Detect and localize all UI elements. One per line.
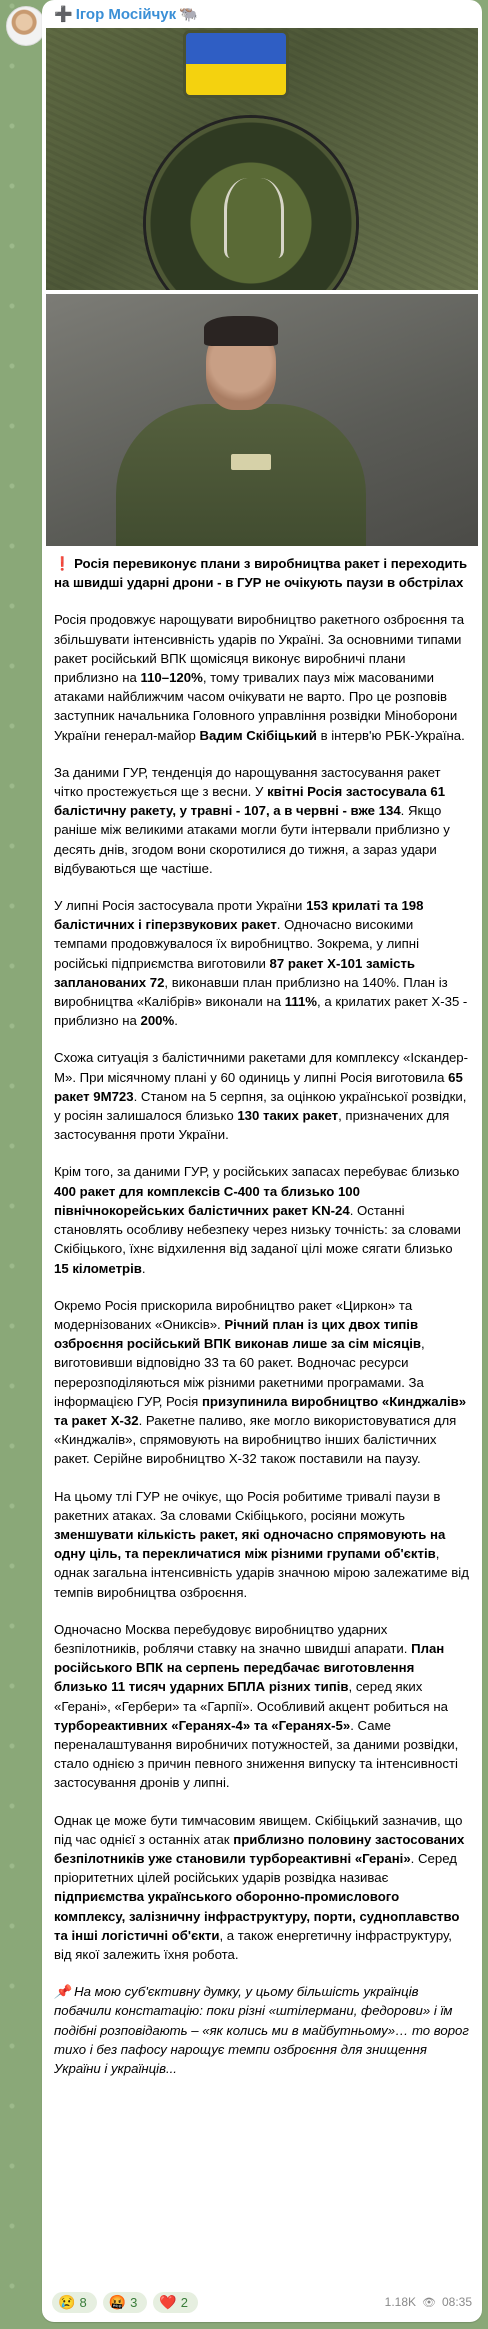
bold-text: 15 кілометрів — [54, 1260, 142, 1276]
photo-portrait[interactable] — [46, 294, 478, 546]
text-run: . Саме переналаштування виробничих потужностей, за даними розвідки, стало однією з причин певного зниження випуску та інтенсивності застосування дронів у липні. — [54, 1717, 459, 1791]
text-run: У липні Росія застосувала проти України — [54, 898, 307, 914]
bold-text: Річний план із цих двох типів озброєння російський ВПК виконав лише за сім місяців — [54, 1316, 421, 1352]
text-run: , а крилатих ракет Х-35 - приблизно на — [54, 994, 468, 1029]
bold-text: Вадим Скібіцький — [199, 727, 317, 743]
bold-text: 87 ракет Х-101 замість запланованих 72 — [54, 955, 416, 990]
bold-text: 200% — [140, 1013, 175, 1029]
closing-remark: 📌 На мою суб'єктивну думку, у цьому більшість українців побачили констатацію: поки різні «штілермани, федорови» і їм подібні розповідають – «як колись ми в майбутньому»… то ворог тихо і без пафосу нарощує темпи озброєння для знищення України і українців... — [54, 1984, 469, 2077]
bold-text: 153 крилаті та 198 балістичних і гіперзвукових ракет — [54, 898, 424, 933]
message-bubble — [42, 0, 482, 2322]
text-run: Одночасно Москва перебудовує виробництво ударних безпілотників, роблячи ставку на значно швидші апарати. — [54, 1621, 412, 1656]
sender-name[interactable] — [42, 0, 482, 28]
channel-avatar[interactable] — [6, 6, 46, 46]
text-run: . Ракетне паливо, яке могло використовуватися для «Кинджалів», спрямовують на виробництво інших балістичних ракет. Серійне виробництво Х-32 також поставили на паузу. — [54, 1412, 457, 1467]
eye-icon: 👁 — [422, 2296, 436, 2309]
text-run: . Останні становлять особливу небезпеку через низьку точність: за словами Скібіцького, їхнє відхилення від заданої цілі може сягати близько — [54, 1202, 461, 1257]
bold-text: 400 ракет для комплексів С-400 та близько 100 північнокорейських балістичних ракет KN-24 — [54, 1183, 360, 1218]
paragraphs — [54, 610, 470, 1964]
bold-text: 111% — [284, 994, 318, 1010]
reaction-emoji-icon: 🤬 — [108, 2293, 127, 2310]
reaction-count: 2 — [180, 2294, 189, 2310]
paragraph — [54, 1811, 470, 1965]
paragraph — [54, 1296, 470, 1469]
buffalo-icon: 🐃 — [179, 6, 198, 23]
reaction-button[interactable] — [153, 2292, 198, 2313]
text-run: . Одночасно високими темпами продовжувалося їх виробництво. Зокрема, у липні російські підприємства виготовили — [54, 917, 420, 971]
text-run: . Якщо раніше між великими атаками могли бути інтервали приблизно у десять днів, згодом вони скоротилися до тижня, а зараз удари відбуваються ще частіше. — [54, 803, 450, 876]
reaction-emoji-icon: ❤️ — [159, 2293, 177, 2310]
text-run: . Станом на 5 серпня, за оцінкою української розвідки, у росіян залишалося близько — [54, 1088, 467, 1124]
paragraph — [54, 1162, 470, 1277]
paragraph — [54, 896, 470, 1030]
bold-text: приблизно половину застосованих безпілотників уже становили турбореактивні «Герані» — [54, 1831, 465, 1866]
pin-icon: 📌 — [54, 1984, 71, 2000]
bold-text: 130 таких ракет — [237, 1108, 339, 1124]
bold-text: квітні Росія застосувала 61 балістичну ракету, у травні - 107, а в червні - вже 134 — [54, 784, 446, 819]
text-run: На цьому тлі ГУР не очікує, що Росія робитиме тривалі паузи в ракетних атаках. За словами Скібіцького, росіяни можуть — [54, 1488, 441, 1523]
text-run: , а також енергетичну інфраструктуру, від якої залежить їхня робота. — [54, 1927, 452, 1962]
ukraine-flag-patch — [186, 33, 286, 95]
bold-text: підприємства українського оборонно-промислового комплексу, залізничну інфраструктуру, порти, судноплавство та інші логістичні об'єкти — [54, 1889, 460, 1943]
paragraph — [54, 1487, 470, 1602]
bold-text: 65 ракет 9М723 — [54, 1069, 463, 1104]
photo-patch[interactable] — [46, 28, 478, 290]
bold-text: турбореактивних «Геранях-4» та «Геранях-5» — [54, 1717, 351, 1733]
reaction-count: 8 — [79, 2294, 87, 2310]
text-run: . Серед пріоритетних цілей російських ударів розвідка називає — [54, 1850, 457, 1886]
message-meta — [385, 2295, 472, 2309]
bold-text: зменшувати кількість ракет, які одночасно спрямовують на одну ціль, та перекличатися між різними групами об'єктів — [54, 1526, 446, 1562]
text-run: За даними ГУР, тенденція до нарощування застосування ракет чітко простежується ще з весни. У — [54, 764, 441, 800]
text-run: , серед яких «Герані», «Гербери» та «Гарпії». Особливий акцент робиться на — [54, 1679, 448, 1714]
bold-text: План російського ВПК на серпень передбачає виготовлення близько 11 тисяч ударних БПЛА різних типів — [54, 1640, 445, 1695]
paragraph — [54, 1620, 470, 1793]
text-run: Схожа ситуація з балістичними ракетами для комплексу «Іскандер-М». При місячному плані у 60 одиниць у липні Росія виготовила — [54, 1050, 469, 1085]
paragraph — [54, 610, 470, 744]
text-run: в інтерв'ю РБК-Україна. — [316, 727, 465, 743]
headline: ❗ Росія перевиконує плани з виробництва ракет і переходить на швидші ударні дрони - в ГУР не очікують паузи в обстрілах — [54, 556, 468, 591]
reactions — [52, 2292, 204, 2313]
bold-text: 110–120% — [140, 670, 203, 686]
text-run: Окремо Росія прискорила виробництво ракет «Циркон» та модернізованих «Ониксів». — [54, 1297, 413, 1332]
text-run: . — [141, 1260, 146, 1276]
reaction-count: 3 — [130, 2294, 138, 2310]
reaction-button[interactable] — [103, 2292, 148, 2313]
message-time: 08:35 — [441, 2295, 472, 2309]
exclamation-icon: ❗ — [54, 556, 71, 571]
sender-name-text: Ігор Мосійчук — [75, 5, 177, 23]
text-run: Однак це може бути тимчасовим явищем. Скібіцький зазначив, що під час однієї з останніх атак — [54, 1812, 463, 1847]
text-run: , тому тривалих пауз між масованими атаками найближчим часом очікувати не варто. Про це розповів заступник начальника Головного управління розвідки Міноборони України генерал-майор — [54, 670, 458, 743]
text-run: Росія продовжує нарощувати виробництво ракетного озброєння та збільшувати інтенсивність ударів по Україні. За основними типами ракет російський ВПК щомісяця виконує виробничі плани приблизно на — [54, 612, 465, 686]
text-run: , виконавши план приблизно на 140%. План із виробництва «Калібрів» виконали на — [54, 974, 448, 1010]
text-run: . — [174, 1013, 178, 1029]
bold-text: призупинила виробництво «Кинджалів» та ракет Х-32 — [54, 1393, 467, 1428]
reaction-emoji-icon: 😢 — [58, 2293, 76, 2310]
text-run: Крім того, за даними ГУР, у російських запасах перебуває близько — [54, 1164, 460, 1180]
message-text — [42, 546, 482, 2078]
paragraph — [54, 763, 470, 878]
text-run: , виготовивши відповідно 33 та 60 ракет. Водночас ресурси перерозподіляються між різними ракетними програмами. За інформацією ГУР, Росія — [54, 1336, 425, 1409]
message-footer — [42, 2290, 482, 2314]
reaction-button[interactable] — [52, 2292, 97, 2313]
paragraph — [54, 1048, 470, 1144]
plus-icon: ➕ — [54, 6, 73, 23]
views-count: 1.18K — [384, 2295, 416, 2309]
text-run: , однак загальна інтенсивність ударів значною мірою залежатиме від темпів виробництва озброєння. — [54, 1546, 469, 1600]
text-run: , призначених для застосування проти України. — [54, 1108, 450, 1143]
